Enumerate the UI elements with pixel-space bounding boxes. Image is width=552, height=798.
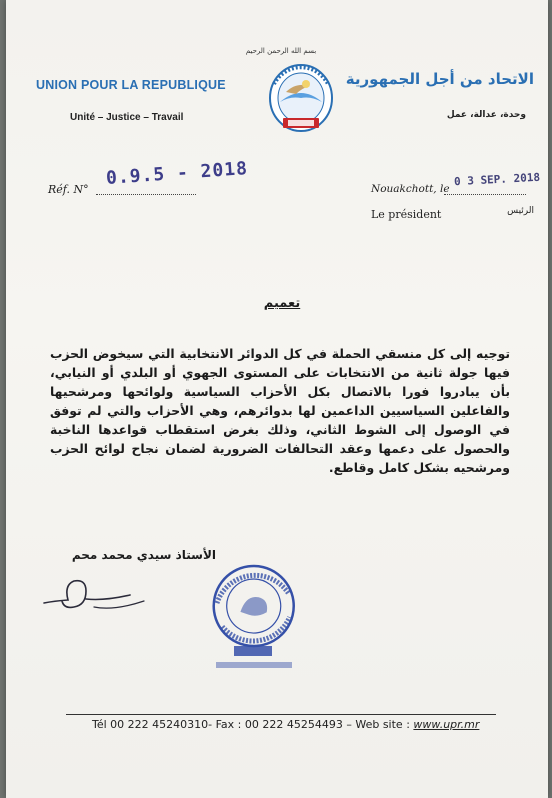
ref-label: Réf. N° [48, 183, 89, 196]
party-logo-icon [266, 62, 336, 142]
footer-website-link[interactable]: www.upr.mr [413, 718, 480, 731]
motto-fr: Unité – Justice – Travail [70, 112, 184, 123]
signer-name: الأستاذ سيدي محمد محم [71, 548, 216, 562]
president-label-fr: Le président [371, 208, 442, 221]
letter-body: توجيه إلى كل منسقي الحملة في كل الدوائر الانتخابية التي سيخوض الحزب فيها جولة ثانية من الانتخابات على المستوى الجهوي أو البلدي أو النيابي، بأن يبادروا فورا بالاتصال بكل الأحزاب السياسية ولوائحها ومرشحيها والفاعلين السياسيين الداعمين لها بدوائرهم، وهي الأحزاب والتي لم توفق في الوصول إلى الشوط الثاني، وذلك بغرض استقطاب قواعدها الناخبة والحصول على دعمها وعقد التحالفات الضرورية لضمان نجاح لوائح الحزب ومرشحيه بشكل كامل وقاطع. [50, 346, 510, 475]
letter-subject: تعميم [263, 296, 301, 311]
org-name-fr: UNION POUR LA REPUBLIQUE [36, 78, 226, 92]
president-label-ar: الرئيس [507, 206, 534, 216]
footer-contact [92, 718, 512, 731]
footer-divider [66, 714, 496, 715]
footer-contact-text: Tél 00 222 45240310- Fax : 00 222 45254493 – Web site : [92, 718, 410, 731]
date-stamp: 0 3 SEP. 2018 [453, 170, 541, 189]
motto-ar: وحدة، عدالة، عمل [446, 110, 526, 120]
org-name-ar: الاتحاد من أجل الجمهورية [345, 70, 534, 88]
basmala: بسم الله الرحمن الرحيم [245, 47, 317, 55]
letter-page [6, 0, 548, 798]
handwritten-signature-icon [34, 555, 204, 625]
official-stamp-icon [204, 558, 304, 678]
place-label: Nouakchott, le [371, 183, 450, 195]
ref-number: 0.9.5 - 2018 [105, 158, 249, 189]
